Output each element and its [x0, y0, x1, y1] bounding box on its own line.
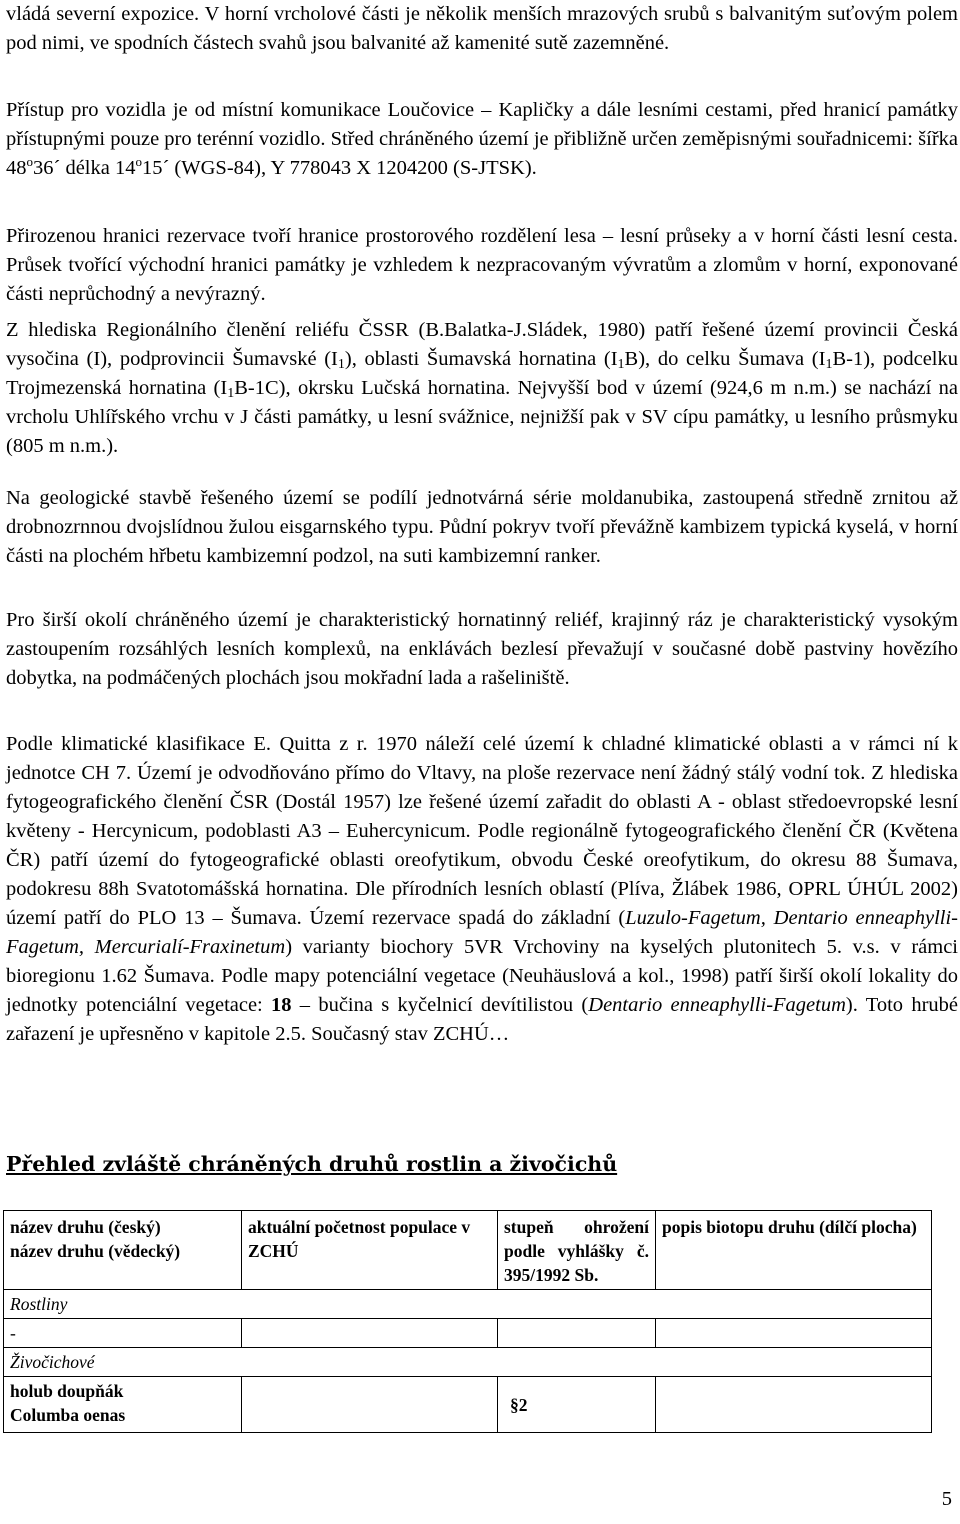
table-row	[4, 1290, 932, 1319]
plants-cell: -	[4, 1319, 242, 1348]
table-row	[4, 1348, 932, 1377]
paragraph-exposure: vládá severní expozice. V horní vrcholové části je několik menších mrazových srubů s balvanitým suťovým polem pod nimi, ve spodních částech svahů jsou balvanité až kamenité sutě zazemněné.	[6, 3, 958, 54]
page-number: 5	[941, 1488, 952, 1510]
paragraph-geology: Na geologické stavbě řešeného území se podílí jednotvárná série moldanubika, zastoupená středně zrnitou až drobnozrnnou dvojslídnou žulou eisgarnského typu. Půdní pokryv tvoří převážně kambizem typická kyselá, v horní části na plochém hřbetu kambizemní podzol, na suti kambizemní ranker.	[6, 487, 958, 567]
table-row	[4, 1377, 932, 1433]
paragraph-landscape: Pro širší okolí chráněného území je charakteristický hornatinný reliéf, krajinný ráz je charakteristický vysokým zastoupením rozsáhlých lesních komplexů, na enklávách bezlesí převažují v současné době pastviny hovězího dobytka, na podmáčených plochách jsou mokřadní lada a rašeliniště.	[6, 609, 958, 689]
species-table	[3, 1210, 932, 1433]
section-animals: Živočichové	[4, 1348, 932, 1377]
paragraph-boundary: Přirozenou hranici rezervace tvoří hranice prostorového rozdělení lesa – lesní průseky a v horní části lesní cesta. Průsek tvořící východní hranici památky je vzhledem k nezpracovaným vývratům a zlomům v horní, exponované části neprůchodný a nevýrazný.	[6, 225, 958, 305]
header-population: aktuální početnost populace v ZCHÚ	[242, 1211, 498, 1290]
section-plants: Rostliny	[4, 1290, 932, 1319]
header-biotope: popis biotopu druhu (dílčí plocha)	[656, 1211, 932, 1290]
species-overview-heading: Přehled zvláště chráněných druhů rostlin a živočichů	[6, 1152, 618, 1176]
header-species-name: název druhu (český) název druhu (vědecký)	[4, 1211, 242, 1290]
table-row	[4, 1319, 932, 1348]
paragraph-climate: Podle klimatické klasifikace E. Quitta z r. 1970 náleží celé území k chladné klimatické oblasti a v rámci ní k jednotce CH 7. Území je odvodňováno přímo do Vltavy, na ploše rezervace není žádný stálý vodní tok. Z hlediska fytogeografického členění ČSR (Dostál 1957) lze řešené území zařadit do oblasti A - oblast středoevropské lesní květeny - Hercynicum, podoblasti A3 – Euhercynicum. Podle regionálně fytogeografického členění ČR (Květena ČR) patří území do fytogeografické oblasti oreofytikum, obvodu České oreofytikum, do okresu 88 Šumava, podokresu 88h Svatotomášská hornatina. Dle přírodních lesních oblastí (Plíva, Žlábek 1986, OPRL ÚHÚL 2002) území patří do PLO 13 – Šumava. Území rezervace spadá do základní (Luzulo-Fagetum, Dentario enneaphylli-Fagetum, Mercurialí-Fraxinetum) varianty biochory 5VR Vrchoviny na kyselých plutonitech 5. v.s. v rámci bioregionu 1.62 Šumava. Podle mapy potenciální vegetace (Neuhäuslová a kol., 1998) patří širší okolí lokality do jednotky potenciální vegetace: 18 – bučina s kyčelnicí devítilistou (Dentario enneaphylli-Fagetum). Toto hrubé zařazení je upřesněno v kapitole 2.5. Současný stav ZCHÚ…	[6, 733, 958, 1045]
paragraph-access: Přístup pro vozidla je od místní komunikace Loučovice – Kapličky a dále lesními cestami, před hranicí památky přístupnými pouze pro terénní vozidlo. Střed chráněného území je přibližně určen zeměpisnými souřadnicemi: šířka 48$^o$36´ délka 14$^o$15´ (WGS-84), Y 778043 X 1204200 (S-JTSK).	[6, 99, 958, 179]
header-threat-level: stupeň ohrožení podle vyhlášky č. 395/1992 Sb.	[498, 1211, 656, 1290]
table-header-row	[4, 1211, 932, 1290]
animal-name-cell: holub doupňák Columba oenas	[4, 1377, 242, 1433]
animal-status-cell: §2	[498, 1377, 656, 1433]
paragraph-relief: Z hlediska Regionálního členění reliéfu ČSSR (B.Balatka-J.Sládek, 1980) patří řešené území provincii Česká vysočina (I), podprovincii Šumavské $(I_1)$, oblasti Šumavská hornatina $(I_1B)$, do celku Šumava $(I_1B-1)$, podcelku Trojmezenská hornatina $(I_1B-1C)$, okrsku Lučská hornatina. Nejvyšší bod v území (924,6 m n.m.) se nachází na vrcholu Uhlířského vrchu v J části památky, u lesní svážnice, nejnižší pak v SV cípu památky, u lesního průsmyku (805 m n.m.).	[6, 319, 958, 457]
